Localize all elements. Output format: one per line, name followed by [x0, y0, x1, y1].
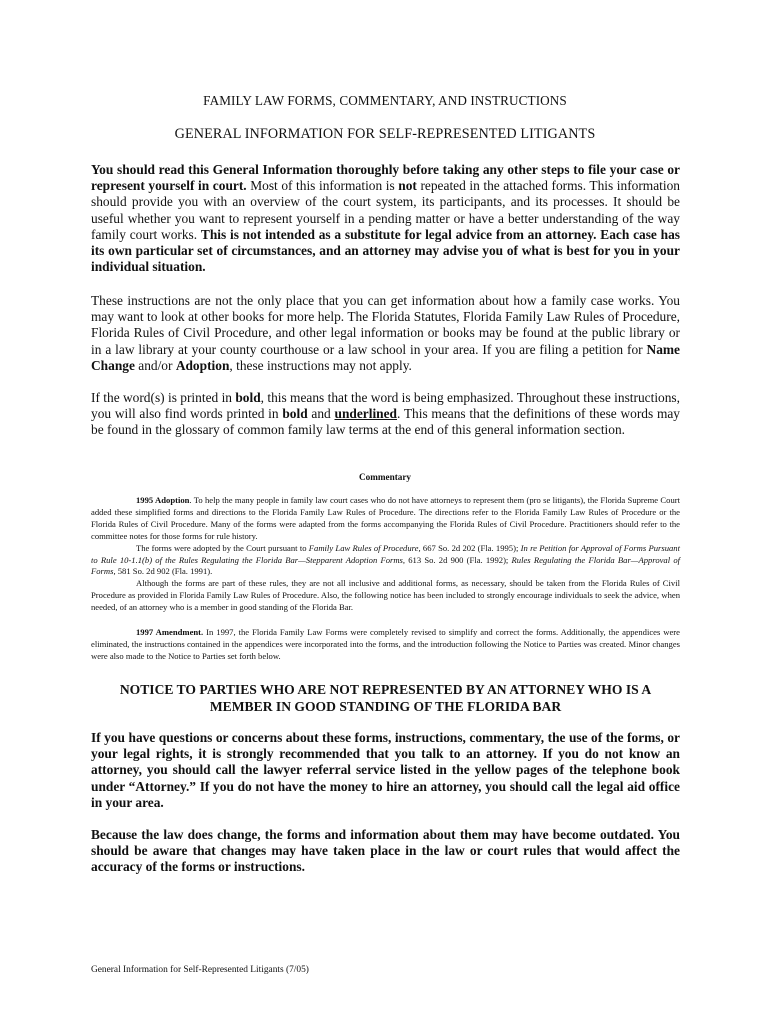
- commentary-1995: 1995 Adoption. To help the many people in family law court cases who do not have attorneys to represent them (pro se litigants), the Florida Supreme Court added these simplified forms and directions to the Florida Family Law Rules of Procedure. The directions refer to the Florida Family Law Rules of Procedure or the Florida Rules of Civil Procedure. Many of the forms were adapted from the forms accompanying the Florida Rules of Civil Procedure. Practitioners should refer to the committee notes for those forms for rule history. The forms were adopted by the Court pursuant to Family Law Rules of Procedure, 667 So. 2d 202 (Fla. 1995); In re Petition for Approval of Forms Pursuant to Rule 10-1.1(b) of the Rules Regulating the Florida Bar—Stepparent Adoption Forms, 613 So. 2d 900 (Fla. 1992); Rules Regulating the Florida Bar—Approval of Forms, 581 So. 2d 902 (Fla. 1991). Although the forms are part of these rules, they are not all inclusive and additional forms, as necessary, should be taken from the Florida Rules of Civil Procedure as provided in Florida Family Law Rules of Procedure. Also, the following notice has been included to strongly encourage individuals to seek the advice, when needed, of an attorney who is a member in good standing of the Florida Bar.: [91, 495, 681, 613]
- notice-paragraph-1: If you have questions or concerns about these forms, instructions, commentary, the use of the forms, or your legal rights, it is strongly recommended that you talk to an attorney. If you do not know an attorney, you should call the lawyer referral service listed in the yellow pages of the telephone book under “Attorney.” If you do not have the money to hire an attorney, you should call the legal aid office in your area.: [91, 730, 680, 810]
- page-title: GENERAL INFORMATION FOR SELF-REPRESENTED LITIGANTS: [174, 126, 596, 142]
- page-footer: General Information for Self-Represented Litigants (7/05): [91, 965, 309, 975]
- intro-paragraph: You should read this General Information thoroughly before taking any other steps to file your case or represent yourself in court. Most of this information is not repeated in the attached forms. This information should provide you with an overview of the court system, its participants, and its processes. It should be useful whether you want to represent yourself in a pending matter or have a better understanding of the way family court works. This is not intended as a substitute for legal advice from an attorney. Each case has its own particular set of circumstances, and an attorney may advise you of what is best for you in your individual situation.: [91, 162, 680, 275]
- notice-paragraph-2: Because the law does change, the forms and information about them may have become outdated. You should be aware that changes may have taken place in the law or court rules that would affect the accuracy of the forms or instructions.: [91, 827, 680, 875]
- formatting-paragraph: If the word(s) is printed in bold, this means that the word is being emphasized. Throughout these instructions, you will also find words printed in bold and underlined. This means that the definitions of these words may be found in the glossary of common family law terms at the end of this general information section.: [91, 390, 681, 438]
- disclaimer-text: This is not intended as a substitute for legal advice from an attorney. Each case has its own particular set of circumstances, and an attorney may advise you of what is best for you in your individual situation.: [91, 226, 680, 275]
- form-series-title: FAMILY LAW FORMS, COMMENTARY, AND INSTRUCTIONS: [203, 93, 567, 108]
- bold-text: You should read this General Information thoroughly before taking any other steps to file your case or represent yourself in court.: [91, 162, 680, 194]
- commentary-1997: 1997 Amendment. In 1997, the Florida Family Law Forms were completely revised to simplify and correct the forms. Additionally, the appendices were eliminated, the instructions contained in the appendices were incorporated into the forms, and the introduction following the Notice to Parties was created. Minor changes were also made to the Notice to Parties set forth below.: [91, 627, 680, 661]
- notice-heading: NOTICE TO PARTIES WHO ARE NOT REPRESENTED BY AN ATTORNEY WHO IS A MEMBER IN GOOD STANDING OF THE FLORIDA BAR: [119, 682, 652, 714]
- commentary-heading: Commentary: [358, 472, 412, 482]
- resources-paragraph: These instructions are not the only place that you can get information about how a family case works. You may want to look at other books for more help. The Florida Statutes, Florida Family Law Rules of Procedure, Florida Rules of Civil Procedure, and other legal information or books may be found at the public library or in a law library at your county courthouse or a law school in your area. If you are filing a petition for Name Change and/or Adoption, these instructions may not apply.: [91, 293, 680, 373]
